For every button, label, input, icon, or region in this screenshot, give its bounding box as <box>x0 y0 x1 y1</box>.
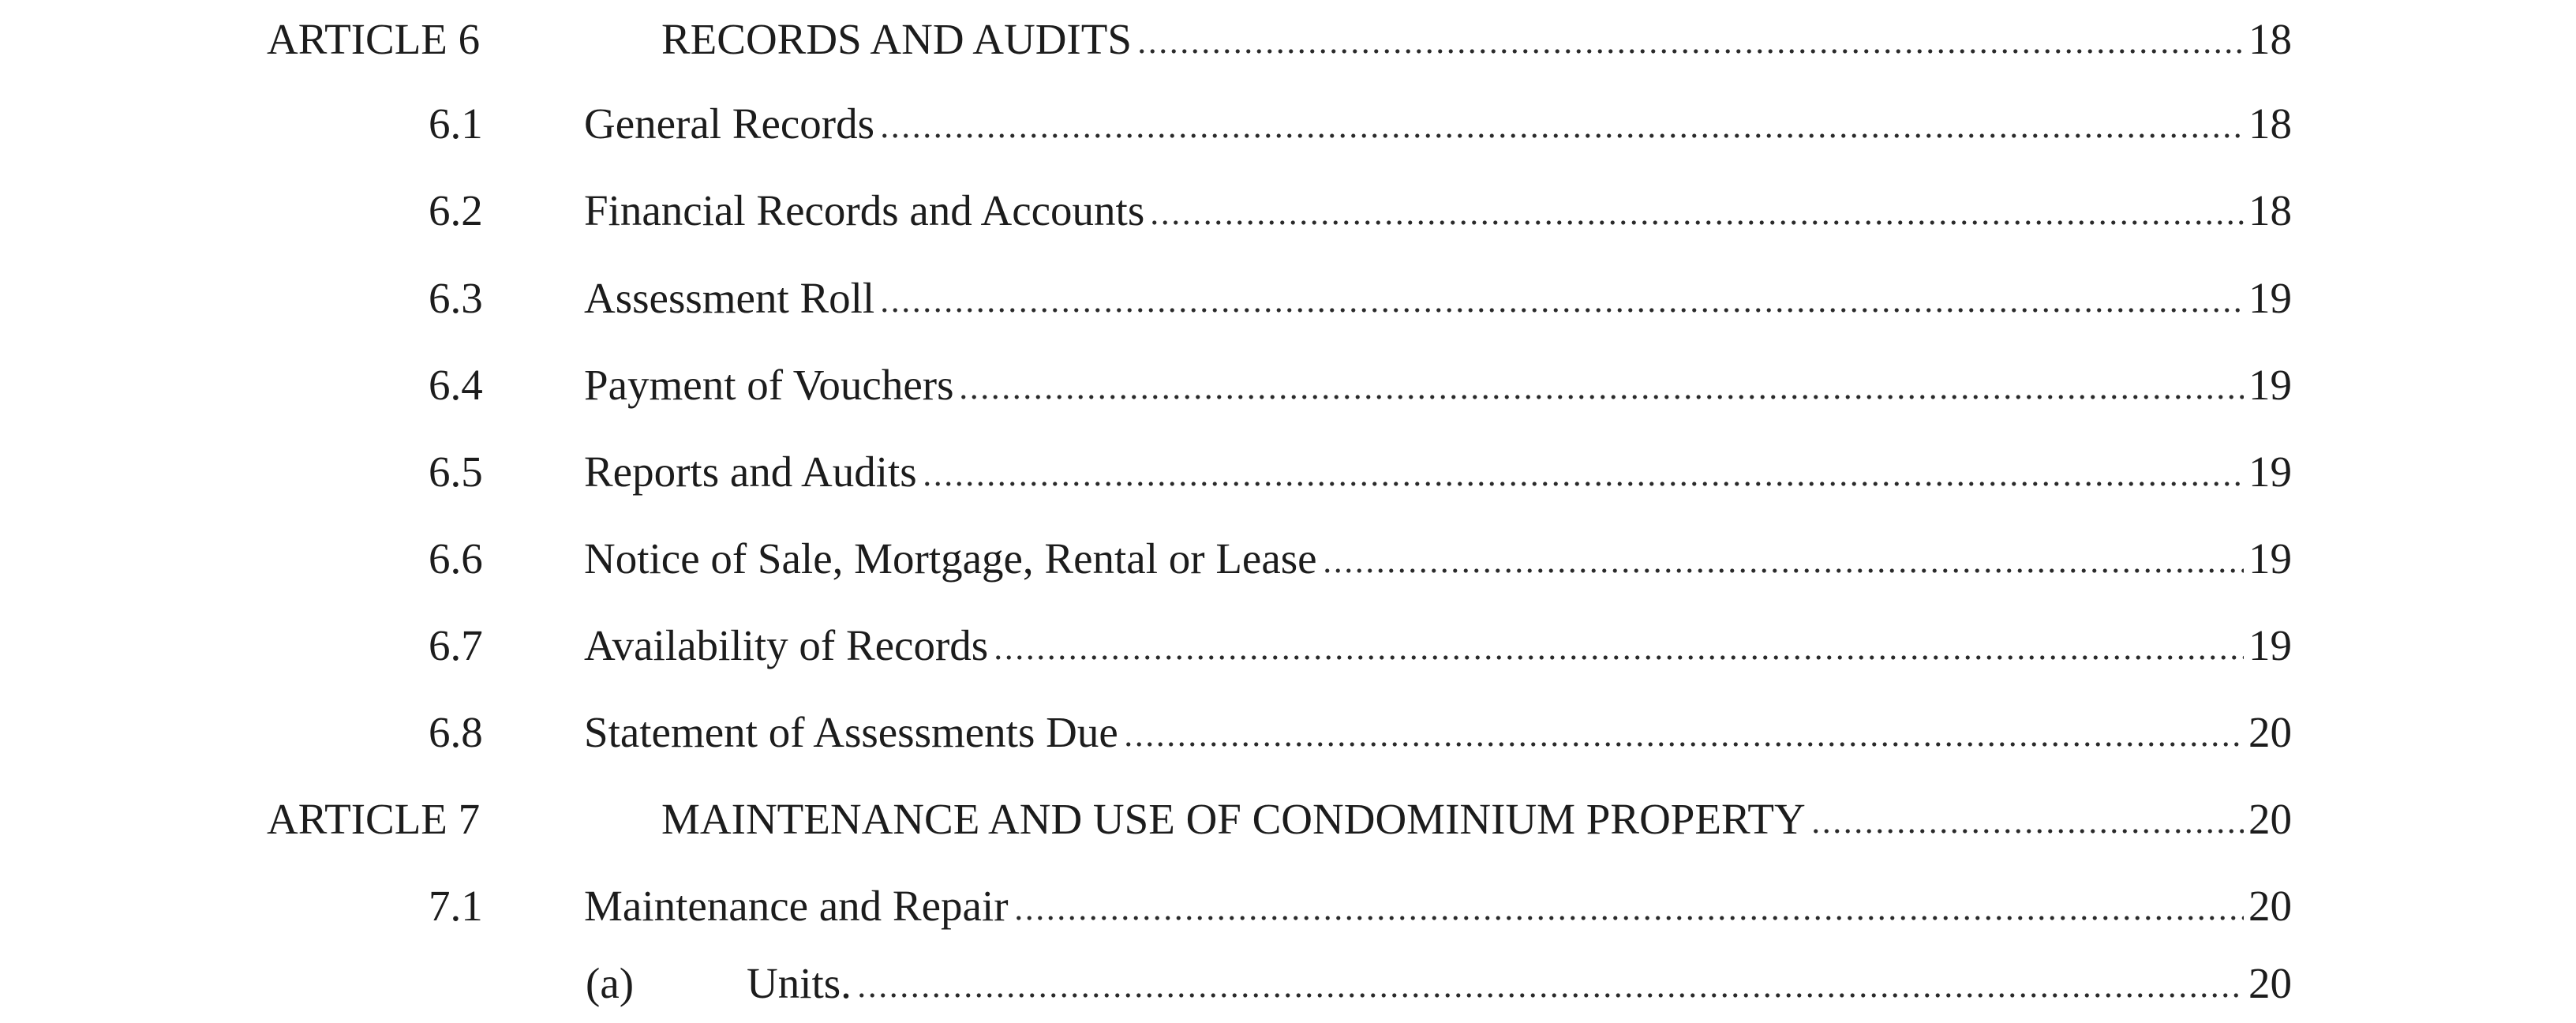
page-number: 19 <box>2248 274 2292 322</box>
page-number: 18 <box>2248 15 2292 63</box>
page-number: 20 <box>2248 882 2292 930</box>
section-number: 6.8 <box>429 708 483 756</box>
dot-leader <box>1322 567 2244 575</box>
toc-entry <box>584 867 2292 946</box>
toc-subsection-row <box>0 944 2576 1023</box>
page-number: 18 <box>2248 99 2292 148</box>
dot-leader <box>1013 914 2244 922</box>
toc-section-row <box>0 346 2576 425</box>
toc-entry <box>584 84 2292 163</box>
article-number: ARTICLE 7 <box>267 795 481 843</box>
toc-section-row <box>0 433 2576 512</box>
toc-entry <box>661 0 2292 79</box>
toc-entry <box>584 259 2292 338</box>
toc-entry <box>584 346 2292 425</box>
dot-leader <box>958 393 2244 401</box>
dot-leader <box>1136 47 2244 55</box>
section-number: 6.7 <box>429 621 483 669</box>
toc-section-row <box>0 259 2576 338</box>
page-number: 19 <box>2248 448 2292 496</box>
toc-entry <box>584 519 2292 598</box>
toc-section-row <box>0 693 2576 772</box>
section-number: 6.5 <box>429 448 483 496</box>
page-number: 19 <box>2248 621 2292 669</box>
section-number: 7.1 <box>429 882 483 930</box>
toc-section-row <box>0 867 2576 946</box>
toc-article-row <box>0 780 2576 859</box>
dot-leader <box>879 306 2244 314</box>
section-title: Notice of Sale, Mortgage, Rental or Lease <box>584 534 1317 583</box>
section-title: Availability of Records <box>584 621 989 669</box>
toc-section-row <box>0 171 2576 250</box>
article-title: MAINTENANCE AND USE OF CONDOMINIUM PROPERTY <box>661 795 1806 843</box>
section-title: Reports and Audits <box>584 448 917 496</box>
section-number: 6.2 <box>429 186 483 234</box>
page-number: 18 <box>2248 186 2292 234</box>
section-title: Statement of Assessments Due <box>584 708 1118 756</box>
page-number: 19 <box>2248 361 2292 409</box>
section-number: 6.6 <box>429 534 483 583</box>
dot-leader <box>1810 827 2244 835</box>
dot-leader <box>1149 219 2244 227</box>
article-title: RECORDS AND AUDITS <box>661 15 1132 63</box>
section-title: General Records <box>584 99 875 148</box>
section-number: 6.3 <box>429 274 483 322</box>
toc-entry <box>584 171 2292 250</box>
article-number: ARTICLE 6 <box>267 15 481 63</box>
section-title: Assessment Roll <box>584 274 875 322</box>
subsection-letter: (a) <box>586 959 635 1007</box>
toc-entry <box>584 693 2292 772</box>
toc-entry <box>584 433 2292 512</box>
toc-section-row <box>0 606 2576 685</box>
section-title: Payment of Vouchers <box>584 361 954 409</box>
toc-section-row <box>0 519 2576 598</box>
page-number: 20 <box>2248 708 2292 756</box>
page-number: 20 <box>2248 959 2292 1007</box>
page-number: 20 <box>2248 795 2292 843</box>
section-number: 6.1 <box>429 99 483 148</box>
dot-leader <box>879 132 2244 140</box>
toc-entry <box>747 944 2292 1023</box>
dot-leader <box>993 654 2244 661</box>
section-number: 6.4 <box>429 361 483 409</box>
dot-leader <box>856 991 2244 999</box>
section-title: Financial Records and Accounts <box>584 186 1145 234</box>
dot-leader <box>1123 740 2244 748</box>
dot-leader <box>922 480 2244 488</box>
section-title: Maintenance and Repair <box>584 882 1009 930</box>
toc-entry <box>661 780 2292 859</box>
toc-section-row <box>0 84 2576 163</box>
subsection-title: Units. <box>747 959 852 1007</box>
page-number: 19 <box>2248 534 2292 583</box>
toc-article-row <box>0 0 2576 79</box>
toc-entry <box>584 606 2292 685</box>
